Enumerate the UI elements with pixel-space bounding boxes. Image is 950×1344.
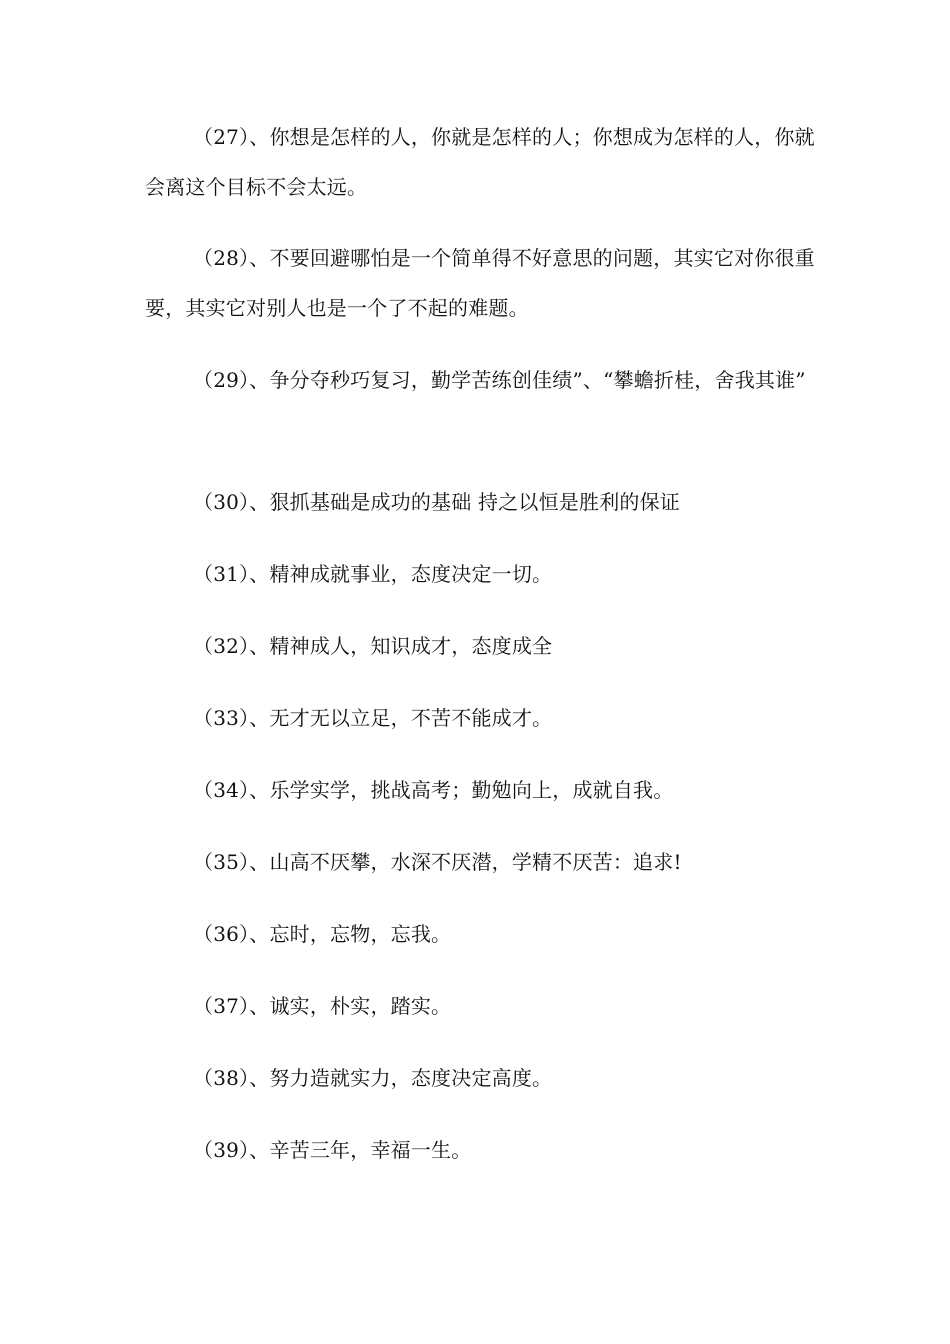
paragraph-28: （28）、不要回避哪怕是一个简单得不好意思的问题，其实它对你很重要，其实它对别人也是一个了不起的难题。 <box>145 246 815 320</box>
paragraph-36: （36）、忘时，忘物，忘我。 <box>193 922 452 946</box>
paragraph-30: （30）、狠抓基础是成功的基础 持之以恒是胜利的保证 <box>193 490 681 514</box>
paragraph-34: （34）、乐学实学，挑战高考；勤勉向上，成就自我。 <box>193 778 674 802</box>
paragraph-35: （35）、山高不厌攀，水深不厌潜，学精不厌苦：追求! <box>193 850 682 874</box>
paragraph-27: （27）、你想是怎样的人，你就是怎样的人；你想成为怎样的人，你就会离这个目标不会太远。 <box>145 125 815 199</box>
paragraph-31: （31）、精神成就事业，态度决定一切。 <box>193 562 553 586</box>
paragraph-39: （39）、辛苦三年，幸福一生。 <box>193 1138 472 1162</box>
paragraph-32: （32）、精神成人，知识成才，态度成全 <box>193 634 553 658</box>
paragraph-29: （29）、争分夺秒巧复习，勤学苦练创佳绩”、“攀蟾折桂，舍我其谁” <box>193 368 806 392</box>
paragraph-38: （38）、努力造就实力，态度决定高度。 <box>193 1066 553 1090</box>
paragraph-37: （37）、诚实，朴实，踏实。 <box>193 994 452 1018</box>
paragraph-33: （33）、无才无以立足，不苦不能成才。 <box>193 706 553 730</box>
